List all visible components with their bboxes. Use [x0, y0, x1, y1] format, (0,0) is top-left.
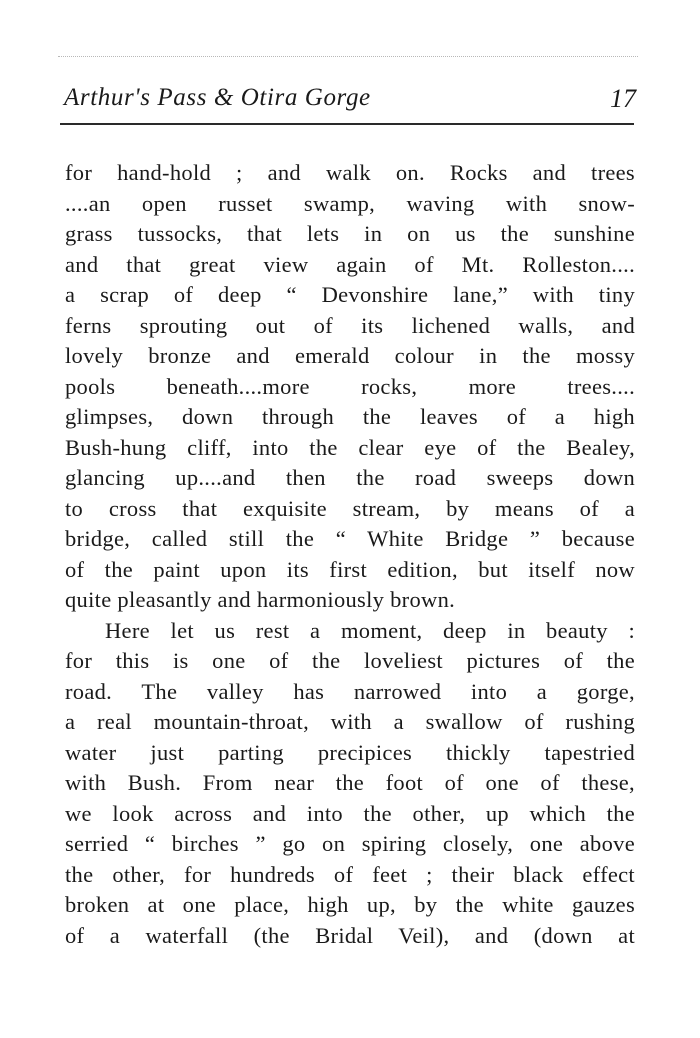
text-line: water just parting precipices thickly tapestried — [65, 739, 635, 765]
text-line: quite pleasantly and harmoniously brown. — [65, 587, 456, 612]
text-line: of a waterfall (the Bridal Veil), and (down at — [65, 922, 635, 948]
text-line: bridge, called still the “ White Bridge ” because — [65, 526, 635, 551]
text-line: Bush-hung cliff, into the clear eye of the Bealey, — [65, 434, 635, 460]
text-line: for hand-hold ; and walk on. Rocks and trees — [65, 160, 635, 185]
text-line: lovely bronze and emerald colour in the mossy — [65, 343, 635, 368]
text-line: for this is one of the loveliest pictures of the — [65, 648, 635, 673]
text-line: with Bush. From near the foot of one of these, — [65, 770, 635, 795]
text-line: of the paint upon its first edition, but itself now — [65, 556, 635, 582]
top-dotted-rule — [58, 56, 638, 57]
body-text — [65, 158, 635, 951]
text-line: glimpses, down through the leaves of a high — [65, 404, 635, 429]
text-line: a scrap of deep “ Devonshire lane,” with tiny — [65, 282, 635, 307]
text-line: glancing up....and then the road sweeps down — [65, 465, 635, 490]
text-line: we look across and into the other, up which the — [65, 800, 635, 826]
text-line: pools beneath....more rocks, more trees.... — [65, 373, 635, 399]
page-header — [64, 84, 636, 124]
text-line: road. The valley has narrowed into a gorge, — [65, 678, 635, 704]
text-line: and that great view again of Mt. Rolleston.... — [65, 251, 635, 277]
text-line: a real mountain-throat, with a swallow of rushing — [65, 709, 635, 734]
text-line: serried “ birches ” go on spiring closely, one above — [65, 831, 635, 856]
text-line: ....an open russet swamp, waving with snow- — [65, 190, 635, 216]
text-line: the other, for hundreds of feet ; their black effect — [65, 861, 635, 887]
text-line: grass tussocks, that lets in on us the sunshine — [65, 221, 635, 246]
running-title: Arthur's Pass & Otira Gorge — [64, 84, 371, 111]
page-number: 17 — [610, 84, 636, 113]
text-line: broken at one place, high up, by the white gauzes — [65, 892, 635, 917]
paragraph-start-line: Here let us rest a moment, deep in beauty : — [105, 617, 635, 643]
text-line: to cross that exquisite stream, by means of a — [65, 495, 635, 521]
header-rule — [60, 123, 634, 125]
text-line: ferns sprouting out of its lichened walls, and — [65, 312, 635, 338]
